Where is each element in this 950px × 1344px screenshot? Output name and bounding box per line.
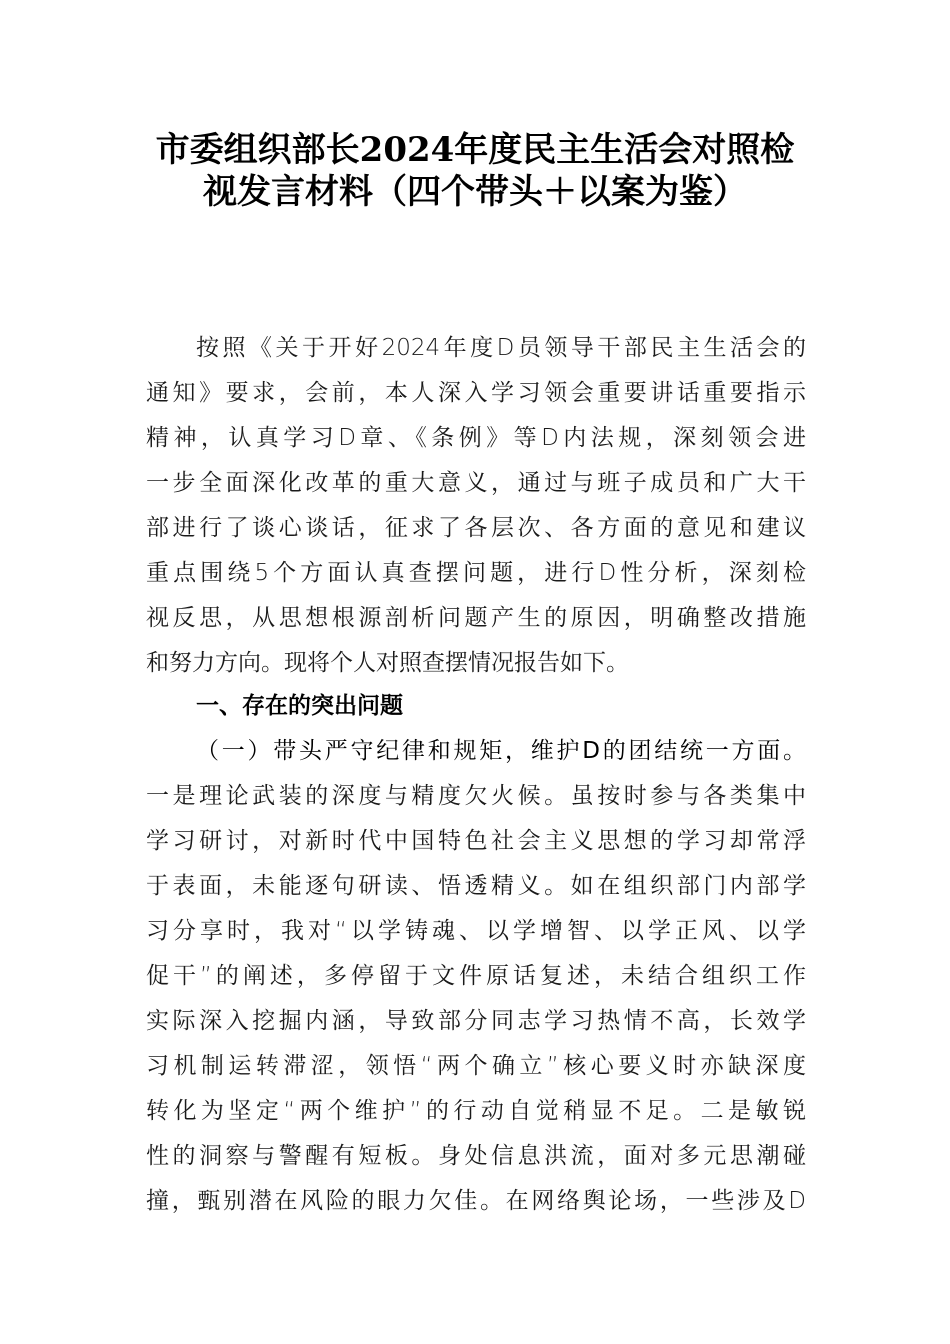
section-paragraph-line: 习分享时，我对“以学铸魂、以学增智、以学正风、以学: [146, 918, 806, 944]
section-paragraph-line: 习机制运转滞涩，领悟“两个确立”核心要义时亦缺深度: [146, 1053, 806, 1079]
section-paragraph-line: 于表面，未能逐句研读、悟透精义。如在组织部门内部学: [146, 873, 806, 899]
document-title-line-1: 市委组织部长2024年度民主生活会对照检: [155, 130, 795, 170]
section-paragraph-line: 一是理论武装的深度与精度欠火候。虽按时参与各类集中: [146, 783, 806, 809]
intro-paragraph-line: 和努力方向。现将个人对照查摆情况报告如下。: [146, 650, 629, 676]
section-paragraph-line: 促干”的阐述，多停留于文件原话复述，未结合组织工作: [146, 963, 806, 989]
section-paragraph-line: 转化为坚定“两个维护”的行动自觉稍显不足。二是敏锐: [146, 1098, 806, 1124]
section-heading: 一、存在的突出问题: [196, 693, 403, 719]
document-title-line-2: 视发言材料（四个带头＋以案为鉴）: [203, 172, 747, 212]
section-paragraph-line: 撞，甄别潜在风险的眼力欠佳。在网络舆论场，一些涉及D: [146, 1188, 806, 1214]
intro-paragraph-line: 精神，认真学习D章、《条例》等D内法规，深刻领会进: [146, 425, 806, 451]
intro-paragraph-line: 按照《关于开好2024年度D员领导干部民主生活会的: [196, 335, 806, 361]
intro-paragraph-line: 通知》要求，会前，本人深入学习领会重要讲话重要指示: [146, 380, 806, 406]
subsection-heading: （一）带头严守纪律和规矩，维护D的团结统一方面。: [196, 738, 806, 764]
intro-paragraph-line: 视反思，从思想根源剖析问题产生的原因，明确整改措施: [146, 605, 806, 631]
section-paragraph-line: 实际深入挖掘内涵，导致部分同志学习热情不高，长效学: [146, 1008, 806, 1034]
intro-paragraph-line: 重点围绕5个方面认真查摆问题，进行D性分析，深刻检: [146, 560, 806, 586]
section-paragraph-line: 学习研讨，对新时代中国特色社会主义思想的学习却常浮: [146, 828, 806, 854]
section-paragraph-line: 性的洞察与警醒有短板。身处信息洪流，面对多元思潮碰: [146, 1143, 806, 1169]
intro-paragraph-line: 一步全面深化改革的重大意义，通过与班子成员和广大干: [146, 470, 806, 496]
intro-paragraph-line: 部进行了谈心谈话，征求了各层次、各方面的意见和建议: [146, 515, 806, 541]
